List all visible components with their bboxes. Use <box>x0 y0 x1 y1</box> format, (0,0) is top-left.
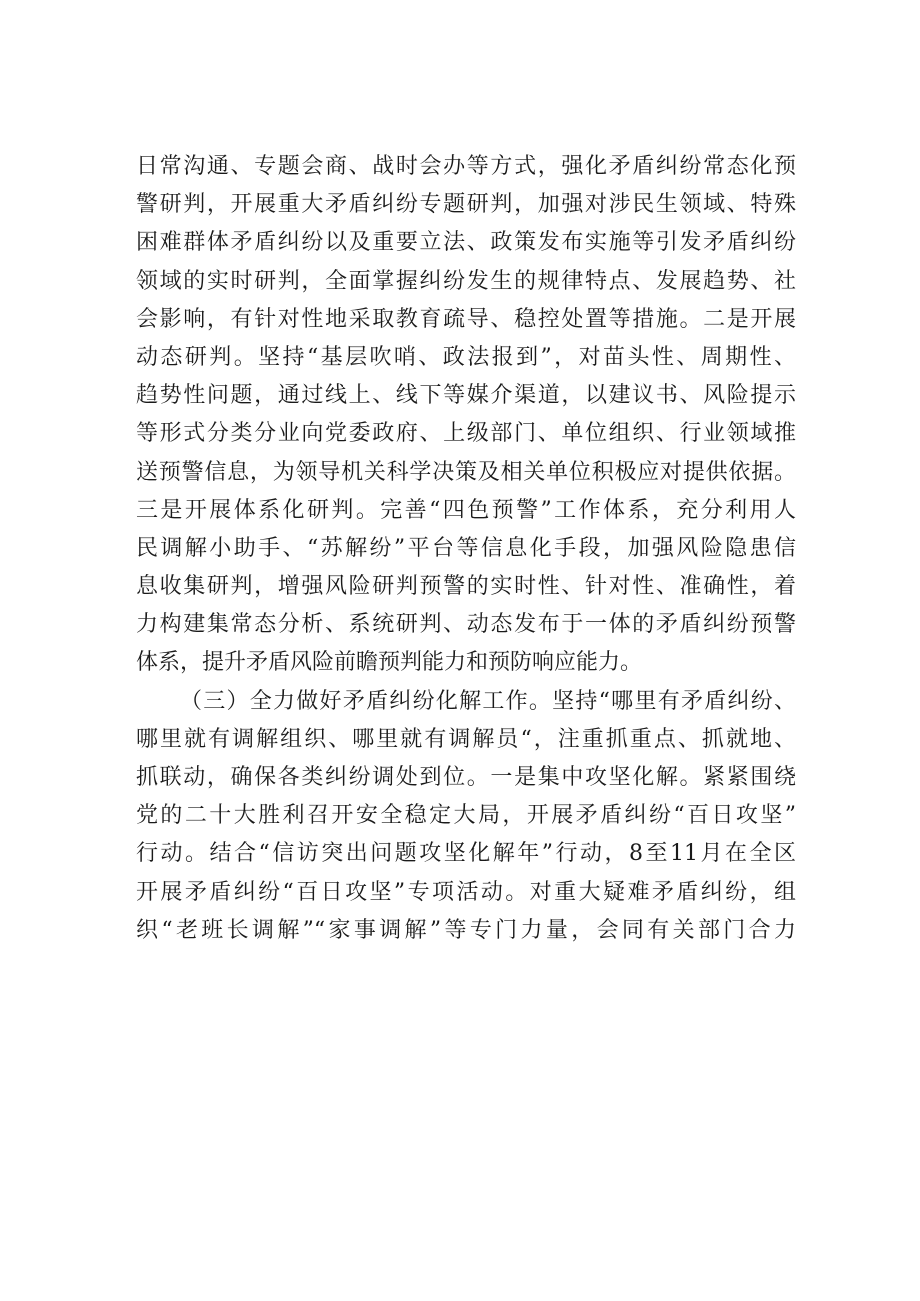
text-line: 体系，提升矛盾风险前瞻预判能力和预防响应能力。 <box>136 650 643 676</box>
text-line: 民调解小助手、“苏解纷”平台等信息化手段，加强风险隐患信 <box>136 535 796 561</box>
text-line: 领域的实时研判，全面掌握纠纷发生的规律特点、发展趋势、社 <box>136 268 796 294</box>
text-line: （三）全力做好矛盾纠纷化解工作。坚持“哪里有矛盾纠纷、 <box>180 688 796 714</box>
text-line: 困难群体矛盾纠纷以及重要立法、政策发布实施等引发矛盾纠纷 <box>136 230 796 256</box>
text-line: 息收集研判，增强风险研判预警的实时性、针对性、准确性，着 <box>136 574 796 600</box>
paragraph-1 <box>136 148 796 683</box>
text-line: 动态研判。坚持“基层吹哨、政法报到”，对苗头性、周期性、 <box>136 344 796 370</box>
text-line: 等形式分类分业向党委政府、上级部门、单位组织、行业领域推 <box>136 421 796 447</box>
text-line: 织“老班长调解”“家事调解”等专门力量，会同有关部门合力 <box>136 917 796 943</box>
text-line: 力构建集常态分析、系统研判、动态发布于一体的矛盾纠纷预警 <box>136 612 796 638</box>
text-line: 三是开展体系化研判。完善“四色预警”工作体系，充分利用人 <box>136 497 796 523</box>
text-line: 哪里就有调解组织、哪里就有调解员“，注重抓重点、抓就地、 <box>136 726 796 752</box>
text-line: 党的二十大胜利召开安全稳定大局，开展矛盾纠纷“百日攻坚” <box>136 803 796 829</box>
text-line: 趋势性问题，通过线上、线下等媒介渠道，以建议书、风险提示 <box>136 383 796 409</box>
text-line: 会影响，有针对性地采取教育疏导、稳控处置等措施。二是开展 <box>136 306 796 332</box>
text-line: 行动。结合“信访突出问题攻坚化解年”行动，8至11月在全区 <box>136 841 796 867</box>
text-line: 抓联动，确保各类纠纷调处到位。一是集中攻坚化解。紧紧围绕 <box>136 765 796 790</box>
text-line: 送预警信息，为领导机关科学决策及相关单位积极应对提供依据。 <box>136 459 796 485</box>
paragraph-2 <box>136 683 796 950</box>
text-line: 日常沟通、专题会商、战时会办等方式，强化矛盾纠纷常态化预 <box>136 154 796 179</box>
document-body <box>136 148 796 950</box>
text-line: 开展矛盾纠纷“百日攻坚”专项活动。对重大疑难矛盾纠纷，组 <box>136 879 796 905</box>
text-line: 警研判，开展重大矛盾纠纷专题研判，加强对涉民生领域、特殊 <box>136 192 796 218</box>
